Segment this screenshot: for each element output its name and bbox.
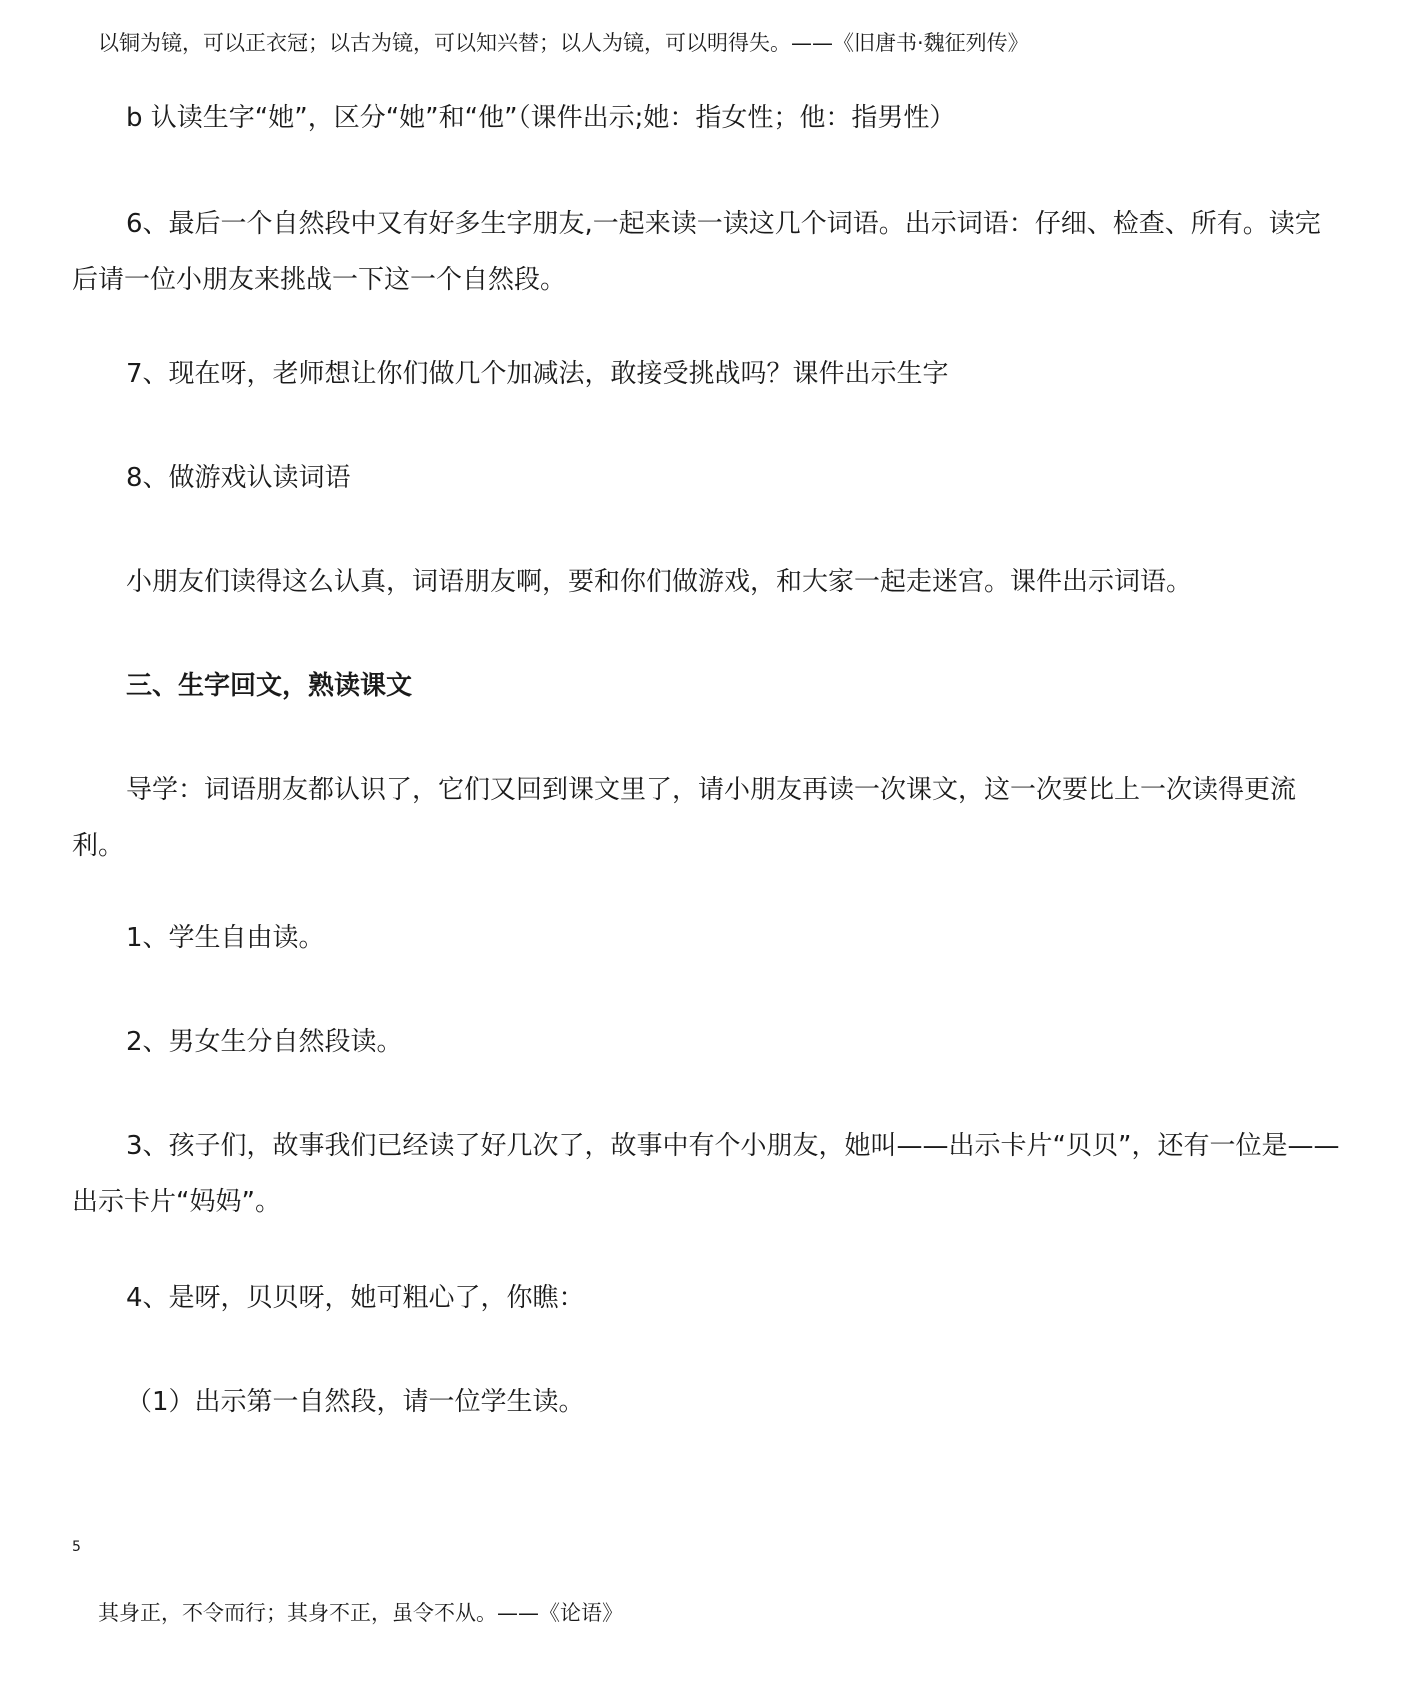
footer-quote: 其身正，不令而行；其身不正，虽令不从。——《论语》	[98, 1601, 623, 1625]
step-3: 3、孩子们，故事我们已经读了好几次了，故事中有个小朋友，她叫——出示卡片“贝贝”，还有一位是——出示卡片“妈妈”。	[72, 1131, 1340, 1217]
paragraph-6: 6、最后一个自然段中又有好多生字朋友,一起来读一读这几个词语。出示词语：仔细、检查、所有。读完后请一位小朋友来挑战一下这一个自然段。	[72, 209, 1321, 295]
step-2: 2、男女生分自然段读。	[126, 1027, 403, 1057]
section-3-heading: 三、生字回文，熟读课文	[126, 671, 413, 701]
step-4: 4、是呀，贝贝呀，她可粗心了，你瞧：	[126, 1283, 585, 1313]
step-1: 1、学生自由读。	[126, 923, 325, 953]
paragraph-guide: 导学：词语朋友都认识了，它们又回到课文里了，请小朋友再读一次课文，这一次要比上一次读得更流利。	[72, 775, 1297, 861]
step-4-1: （1）出示第一自然段，请一位学生读。	[126, 1387, 585, 1417]
paragraph-8: 8、做游戏认读词语	[126, 463, 351, 493]
header-quote: 以铜为镜，可以正衣冠；以古为镜，可以知兴替；以人为镜，可以明得失。——《旧唐书·魏征列传》	[98, 31, 1029, 55]
paragraph-game: 小朋友们读得这么认真，词语朋友啊，要和你们做游戏，和大家一起走迷宫。课件出示词语。	[126, 567, 1193, 597]
paragraph-b: b 认读生字“她”，区分“她”和“他”（课件出示;她：指女性；他：指男性）	[126, 103, 956, 133]
paragraph-7: 7、现在呀，老师想让你们做几个加减法，敢接受挑战吗？课件出示生字	[126, 359, 949, 389]
page-number: 5	[72, 1539, 81, 1555]
